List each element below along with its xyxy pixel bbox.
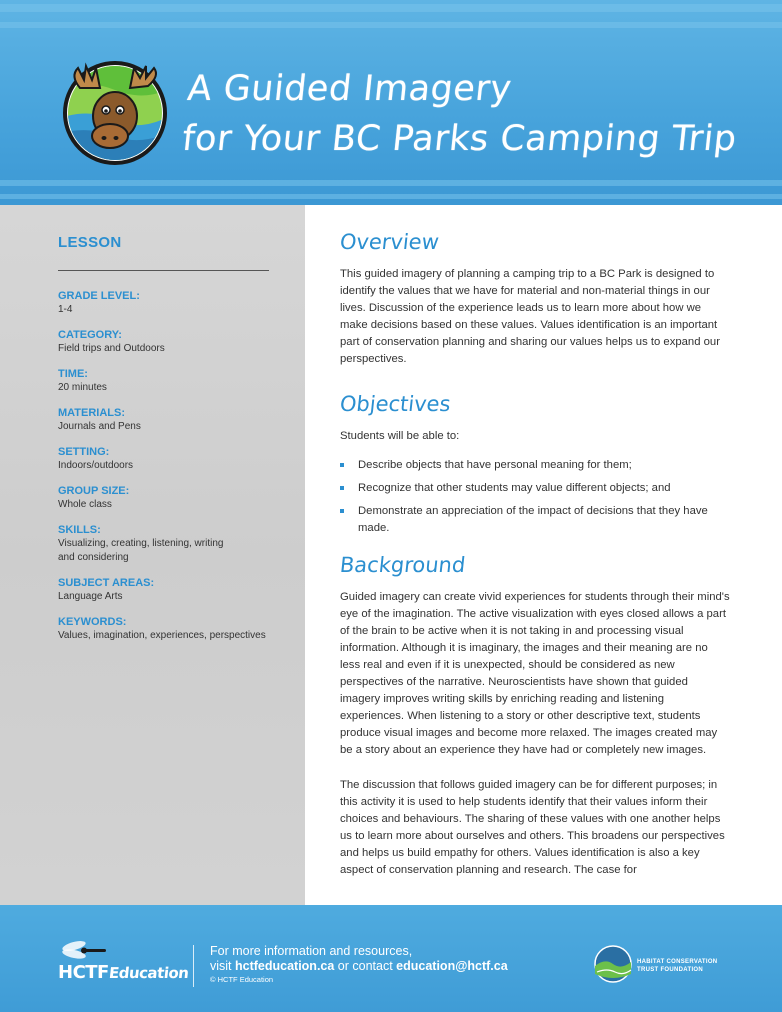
email-link[interactable]: education@hctf.ca (396, 959, 508, 973)
list-item (340, 503, 730, 537)
meta-label: MATERIALS: (58, 407, 126, 419)
objectives-heading: Objectives (338, 392, 452, 416)
footer-contact (210, 944, 508, 986)
website-link[interactable]: hctfeducation.ca (235, 959, 335, 973)
objective-text: Recognize that other students may value different objects; and (358, 482, 671, 494)
background-paragraph-1: Guided imagery can create vivid experiences for students through their mind's eye of the imagination. The active visualization with eyes closed allows a part of the brain to be active when it is not taking in and processing visual information. Although it is imaginary, the images and their meaning are no less real and even if it is unexpected, should be considered as new perspectives of the narrative. Neuroscientists have shown that guided imagery improves writing skills by enriching reading and listening experiences. When listening to a story or other descriptive text, students produce visual images and become more relaxed. The images created may be a story about an experience they have had or completely new images. (340, 591, 730, 756)
main-content (340, 228, 730, 897)
visit-prefix: visit (210, 959, 235, 973)
list-item (340, 480, 730, 497)
meta-value: Language Arts (58, 591, 123, 602)
list-item (340, 457, 730, 474)
meta-setting (58, 445, 298, 473)
bullet-icon (340, 463, 344, 467)
meta-value: 20 minutes (58, 382, 107, 393)
header-stripe (0, 180, 782, 186)
lesson-meta-list (58, 289, 298, 654)
objective-text: Describe objects that have personal meaning for them; (358, 459, 632, 471)
foundation-logo-icon (593, 944, 633, 984)
meta-label: KEYWORDS: (58, 616, 127, 628)
contact-mid: or contact (334, 959, 397, 973)
meta-label: SETTING: (58, 446, 110, 458)
meta-value: Journals and Pens (58, 421, 141, 432)
meta-label: GROUP SIZE: (58, 485, 130, 497)
meta-value: Values, imagination, experiences, perspectives (58, 630, 266, 641)
meta-label: TIME: (58, 368, 88, 380)
title-line-2: for Your BC Parks Camping Trip (180, 119, 739, 159)
meta-keywords (58, 615, 298, 643)
lesson-divider (58, 270, 269, 271)
meta-label: SUBJECT AREAS: (58, 577, 155, 589)
meta-skills (58, 523, 298, 565)
objectives-intro: Students will be able to: (340, 430, 460, 442)
copyright-text: © HCTF Education (210, 975, 274, 984)
meta-group-size (58, 484, 298, 512)
meta-label: CATEGORY: (58, 329, 122, 341)
bullet-icon (340, 509, 344, 513)
footer-visit-line (210, 959, 508, 974)
footer-divider (193, 945, 194, 987)
page-title (180, 64, 751, 164)
header-stripe (0, 22, 782, 28)
meta-label: GRADE LEVEL: (58, 290, 140, 302)
footer-info-line: For more information and resources, (210, 944, 413, 958)
overview-text: This guided imagery of planning a camping trip to a BC Park is designed to identify the values that we have for material and non-material things in our lives. Discussion of the experience leads us to learn more about how we make decisions based on these values. Values identification is an important part of conservation planning and sharing our values helps us to expand our perspectives. (340, 268, 720, 365)
objective-text: Demonstrate an appreciation of the impact of decisions that they have made. (358, 505, 708, 534)
brand-short: HCTF (58, 962, 109, 983)
meta-value: 1-4 (58, 304, 73, 315)
lesson-heading: LESSON (58, 234, 122, 251)
background-heading: Background (338, 553, 467, 577)
objectives-list (340, 457, 730, 537)
meta-materials (58, 406, 298, 434)
moose-logo-icon (60, 58, 170, 168)
meta-subject-areas (58, 576, 298, 604)
header-stripe (0, 4, 782, 12)
meta-time (58, 367, 298, 395)
meta-grade-level (58, 289, 298, 317)
dragonfly-icon (60, 938, 110, 964)
overview-heading: Overview (338, 230, 441, 254)
brand-education: Education (107, 964, 190, 982)
hctf-education-logo (58, 962, 188, 983)
meta-value: Indoors/outdoors (58, 460, 134, 471)
meta-category (58, 328, 298, 356)
meta-value: Whole class (58, 499, 112, 510)
foundation-name: HABITAT CONSERVATION TRUST FOUNDATION (637, 959, 718, 973)
bullet-icon (340, 486, 344, 490)
meta-value: Field trips and Outdoors (58, 343, 165, 354)
background-paragraph-2: The discussion that follows guided imagery can be for different purposes; in this activity it is used to help students identify that their values inform their choices and behaviours. The sharing of these values with one another helps us to learn more about ourselves and others. This broadens our perspectives and helps us build empathy for others. Values identification is also a key aspect of conservation planning and research. The case for (340, 779, 725, 876)
meta-value: Visualizing, creating, listening, writing and considering (58, 538, 224, 563)
meta-label: SKILLS: (58, 524, 101, 536)
header-stripe (0, 194, 782, 199)
title-line-1: A Guided Imagery (185, 69, 514, 109)
